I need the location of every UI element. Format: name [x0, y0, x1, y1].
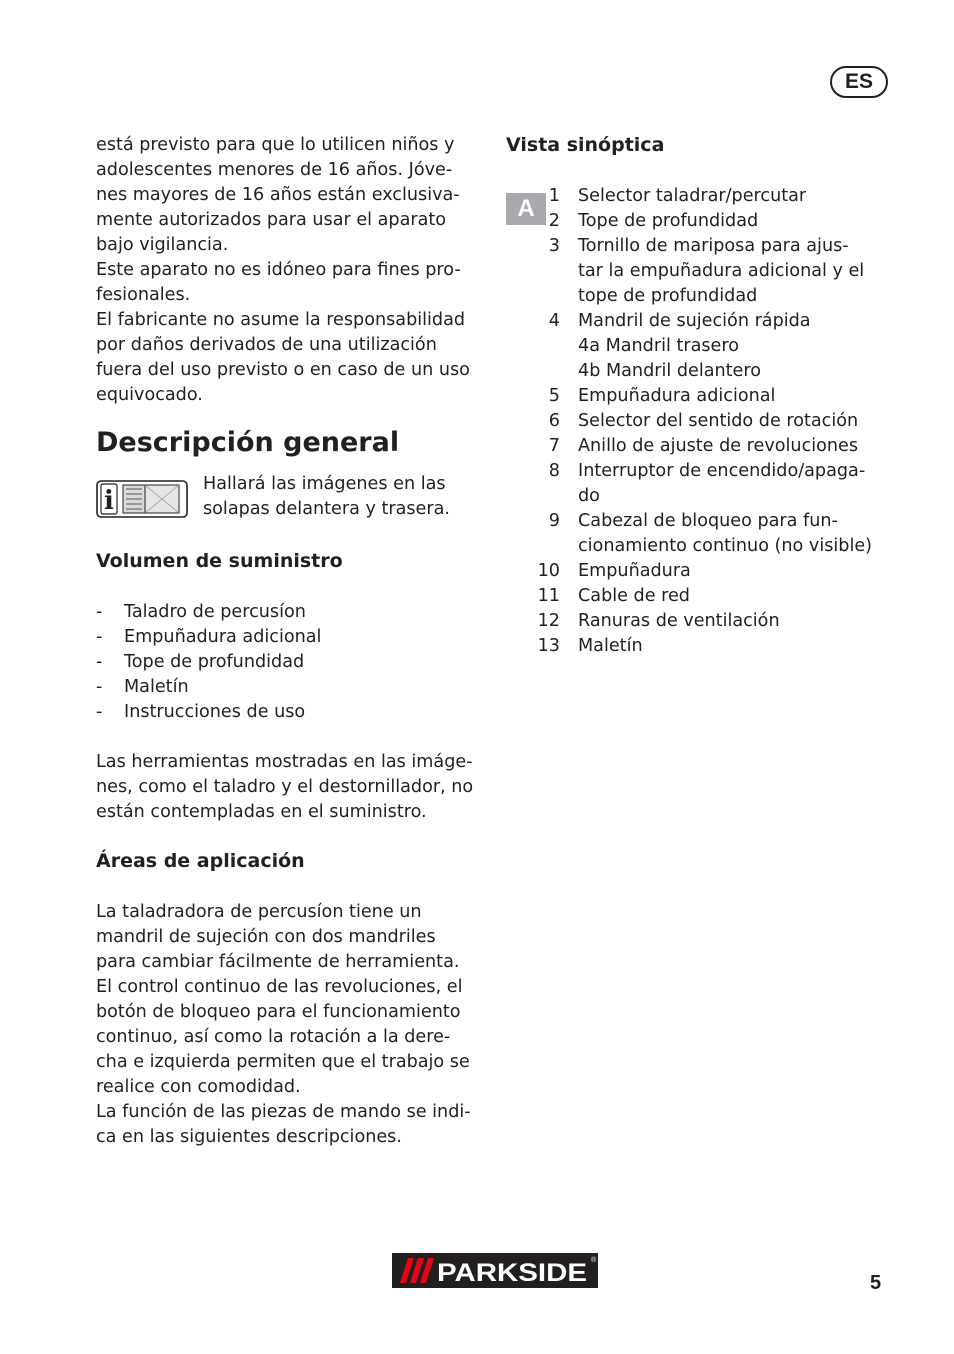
list-item: 8 Interruptor de encendido/apaga- do [548, 461, 866, 506]
list-item: 11 Cable de red [537, 586, 690, 606]
list-item: 1 Selector taladrar/percutar [548, 186, 807, 206]
language-badge: ES [830, 66, 888, 98]
overview-heading: Vista sinóptica [506, 134, 665, 156]
list-item: 10 Empuñadura [537, 561, 691, 581]
info-note [96, 472, 482, 522]
intro-paragraph: está previsto para que lo utilicen niños y adolescentes menores de 16 años. Jóve- nes mayores de 16 años están exclusiva- mente autorizados para usar el aparato bajo vigilancia. Este aparato no es idóneo para fines pro- fesionales. El fabricante no asume la responsabilidad por daños derivados de una utilización fuera del uso previsto o en caso de un uso equivocado. [96, 135, 470, 405]
list-item: - Instrucciones de uso [96, 702, 306, 722]
list-item: 7 Anillo de ajuste de revoluciones [548, 436, 859, 456]
supply-heading: Volumen de suministro [96, 550, 343, 572]
figure-letter-badge: A [506, 193, 546, 225]
page-number: 5 [870, 1272, 882, 1294]
left-column [96, 133, 482, 1150]
parkside-logo [392, 1253, 598, 1288]
list-item: 2 Tope de profundidad [548, 211, 759, 231]
info-book-icon [96, 476, 188, 520]
parts-list [506, 184, 898, 659]
areas-heading: Áreas de aplicación [96, 850, 305, 872]
list-item: - Taladro de percusíon [96, 602, 306, 622]
supply-note: Las herramientas mostradas en las imáge- nes, como el taladro y el destornillador, no están contempladas en el suministro. [96, 752, 474, 822]
section-title: Descripción general [96, 427, 400, 458]
supply-list [96, 600, 482, 725]
brand-wordmark: PARKSIDE [437, 1259, 587, 1287]
svg-text:®: ® [591, 1257, 597, 1264]
list-item: 3 Tornillo de mariposa para ajus- tar la empuñadura adicional y el tope de profundidad [548, 236, 865, 306]
areas-paragraph: La taladradora de percusíon tiene un mandril de sujeción con dos mandriles para cambiar fácilmente de herramienta. El control continuo de las revoluciones, el botón de bloqueo para el funcionamiento continuo, así como la rotación a la dere- cha e izquierda permiten que el trabajo se realice con comodidad. La función de las piezas de mando se indi- ca en las siguientes descripciones. [96, 902, 471, 1147]
list-item: - Tope de profundidad [96, 652, 305, 672]
list-item: 12 Ranuras de ventilación [537, 611, 780, 631]
list-item: 6 Selector del sentido de rotación [548, 411, 859, 431]
list-item: - Empuñadura adicional [96, 627, 322, 647]
list-item: 5 Empuñadura adicional [548, 386, 776, 406]
right-column [506, 133, 898, 659]
info-note-text: Hallará las imágenes en las solapas delantera y trasera. [203, 474, 450, 519]
svg-text:i: i [104, 486, 114, 516]
list-item: 13 Maletín [537, 636, 643, 656]
list-item: 9 Cabezal de bloqueo para fun- cionamiento continuo (no visible) [548, 511, 873, 556]
list-item: 4 Mandril de sujeción rápida 4a Mandril trasero 4b Mandril delantero [548, 311, 811, 381]
list-item: - Maletín [96, 677, 189, 697]
